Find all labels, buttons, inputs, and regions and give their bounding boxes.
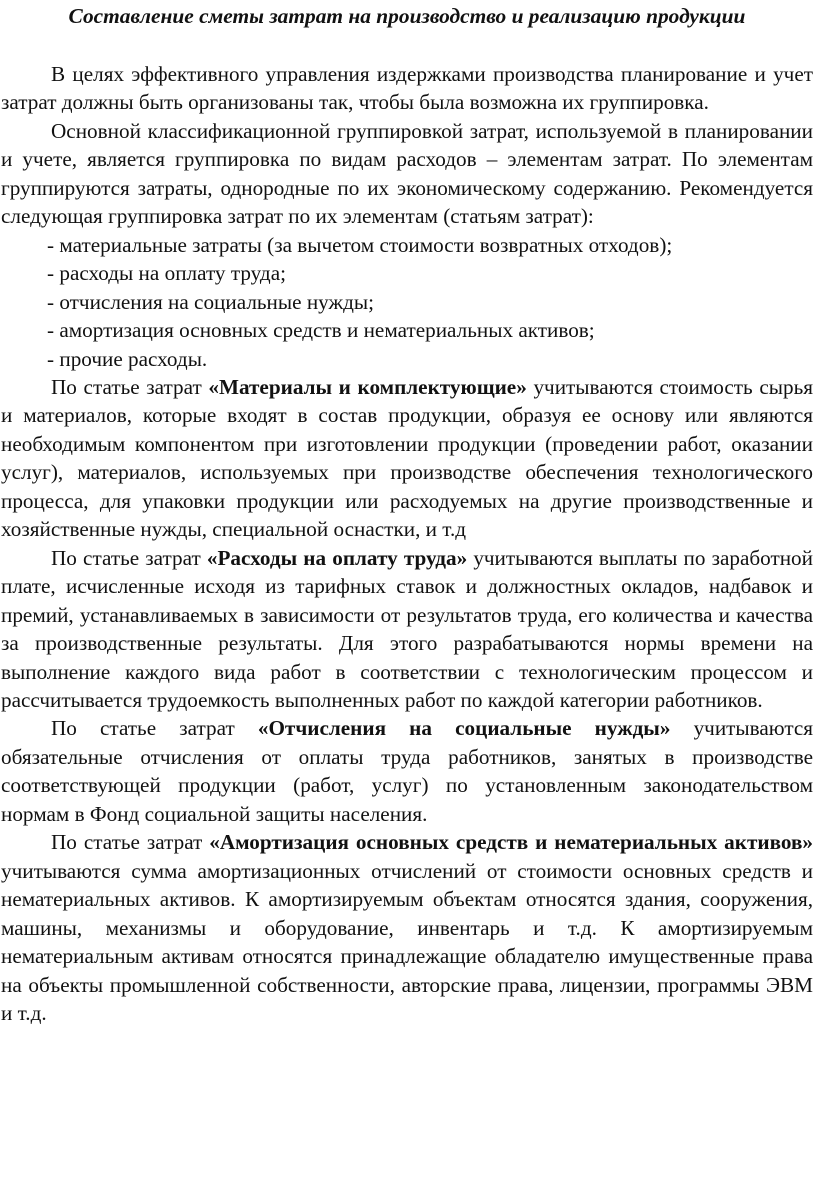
cost-element-depreciation: - амортизация основных средств и нематериальных активов; <box>47 318 595 343</box>
labor-prefix: По статье затрат <box>51 545 207 570</box>
title-spacer <box>1 31 813 60</box>
depreciation-term: «Амортизация основных средств и нематериальных активов» <box>209 830 813 855</box>
social-term: «Отчисления на социальные нужды» <box>257 716 671 741</box>
social-paragraph <box>1 714 813 828</box>
materials-term: «Материалы и комплектующие» <box>208 374 527 399</box>
labor-paragraph <box>1 544 813 715</box>
depreciation-prefix: По статье затрат <box>51 830 210 855</box>
materials-paragraph <box>1 373 813 544</box>
depreciation-text: учитываются сумма амортизационных отчислений от стоимости основных средств и нематериальных активов. К амортизируемым объектам относятся здания, сооружения, машины, механизмы и оборудование, инвентарь и т.д. К амортизируемым нематериальным активам относятся принадлежащие обладателю имущественные права на объекты промышленной собственности, авторские права, лицензии, программы ЭВМ и т.д. <box>1 858 813 1025</box>
labor-text: учитываются выплаты по заработной плате, исчисленные исходя из тарифных ставок и должностных окладов, надбавок и премий, устанавливаемых в зависимости от результатов труда, его количества и качества за производственные результаты. Для этого разрабатываются нормы времени на выполнение каждого вида работ в соответствии с технологическим процессом и рассчитывается трудоемкость выполненных работ по каждой категории работников. <box>1 545 813 712</box>
cost-element-material: - материальные затраты (за вычетом стоимости возвратных отходов); <box>47 232 673 257</box>
labor-term: «Расходы на оплату труда» <box>206 545 468 570</box>
social-text: учитываются обязательные отчисления от оплаты труда работников, занятых в производстве соответствующей продукции (работ, услуг) по установленным законодательством нормам в Фонд социальной защиты населения. <box>1 716 813 826</box>
cost-element-other: - прочие расходы. <box>47 346 208 371</box>
social-prefix: По статье затрат <box>51 716 258 741</box>
cost-element-social: - отчисления на социальные нужды; <box>47 289 375 314</box>
cost-element-labor: - расходы на оплату труда; <box>47 261 286 286</box>
materials-text: учитываются стоимость сырья и материалов, которые входят в состав продукции, образуя ее основу или являются необходимым компонентом при изготовлении продукции (проведении работ, оказании услуг), материалов, используемых при производстве обеспечения технологического процесса, для упаковки продукции или расходуемых на другие производственные и хозяйственные нужды, специальной оснастки, и т.д <box>1 374 813 542</box>
intro-paragraph: В целях эффективного управления издержками производства планирование и учет затрат должны быть организованы так, чтобы была возможна их группировка. <box>1 62 813 115</box>
materials-prefix: По статье затрат <box>51 374 209 399</box>
classification-paragraph: Основной классификационной группировкой затрат, используемой в планировании и учете, является группировка по видам расходов – элементам затрат. По элементам группируются затраты, однородные по их экономическому содержанию. Рекомендуется следующая группировка затрат по их элементам (статьям затрат): <box>1 118 813 229</box>
depreciation-paragraph <box>1 828 813 1027</box>
document-title: Составление сметы затрат на производство и реализацию продукции <box>68 4 746 28</box>
